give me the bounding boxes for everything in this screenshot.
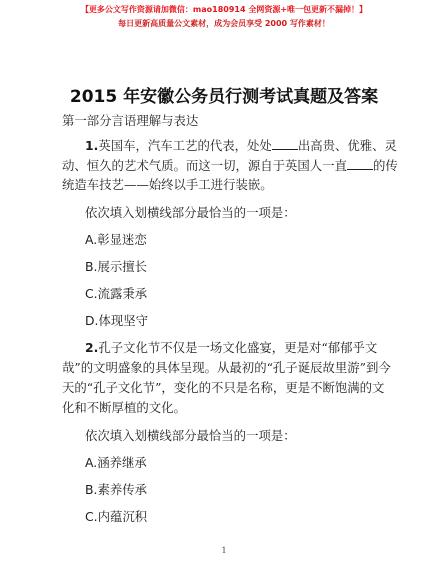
q1-option-b-text: 展示擅长 bbox=[97, 259, 148, 274]
q2-option-b bbox=[85, 482, 147, 498]
q1-option-d-text: 体现坚守 bbox=[98, 313, 149, 328]
q2-option-c bbox=[85, 509, 147, 525]
q1-option-a-letter: A. bbox=[85, 232, 98, 247]
document-title: 2015 年安徽公务员行测考试真题及答案 bbox=[69, 87, 379, 107]
q2-option-a-text: 涵养继承 bbox=[97, 455, 147, 470]
q1-text-2a: 动、恒久的艺术气质。而这一切，源自于英国人一直 bbox=[62, 158, 347, 173]
q1-text-2b: 的传 bbox=[372, 158, 398, 173]
q1-line-1 bbox=[85, 137, 397, 154]
q1-option-d bbox=[85, 313, 148, 329]
q2-line-2: 哉”的文明盛象的具体呈现。从最初的“孔子诞辰故里游”到今 bbox=[62, 360, 391, 375]
q1-number: 1. bbox=[85, 138, 99, 153]
q1-option-b-letter: B. bbox=[85, 259, 98, 274]
promo-banner-line-2: 每日更新高质量公文素材，成为会员享受 2000 写作素材！ bbox=[118, 19, 330, 28]
q1-prompt: 依次填入划横线部分最恰当的一项是： bbox=[85, 205, 296, 220]
q1-line-3: 统造车技艺——始终以手工进行装嵌。 bbox=[62, 177, 273, 192]
q1-option-d-letter: D. bbox=[85, 313, 99, 328]
q1-blank-1 bbox=[272, 137, 298, 150]
q2-option-b-text: 素养传承 bbox=[97, 482, 148, 497]
q2-prompt: 依次填入划横线部分最恰当的一项是： bbox=[85, 428, 296, 443]
promo-banner-line-1: 【更多公文写作资源请加微信：mao180914 全网资源+唯一包更新不漏掉！】 bbox=[80, 5, 368, 14]
q2-line-4: 化和不断厚植的文化。 bbox=[62, 400, 186, 415]
page-number: 1 bbox=[221, 546, 227, 555]
q1-option-c-letter: C. bbox=[85, 286, 98, 301]
q1-line-2 bbox=[62, 157, 398, 174]
q2-option-c-letter: C. bbox=[85, 509, 98, 524]
q2-text-1: 孔子文化节不仅是一场文化盛宴，更是对“郁郁乎文 bbox=[98, 340, 378, 355]
q2-line-3: 天的“孔子文化节”，变化的不只是名称，更是不断饱满的文 bbox=[62, 380, 385, 395]
section-heading: 第一部分言语理解与表达 bbox=[62, 113, 199, 128]
q2-line-1 bbox=[85, 340, 377, 356]
q2-option-a-letter: A. bbox=[85, 455, 98, 470]
q2-option-a bbox=[85, 455, 147, 471]
q2-option-b-letter: B. bbox=[85, 482, 98, 497]
q1-text-1b: 出高贵、优雅、灵 bbox=[297, 138, 397, 153]
q1-option-a bbox=[85, 232, 147, 248]
q1-option-c-text: 流露秉承 bbox=[97, 286, 148, 301]
q1-option-a-text: 彰显迷恋 bbox=[97, 232, 147, 247]
q1-blank-2 bbox=[347, 157, 373, 170]
q1-option-b bbox=[85, 259, 147, 275]
q1-option-c bbox=[85, 286, 147, 302]
q2-number: 2. bbox=[85, 340, 99, 355]
q2-option-c-text: 内蕴沉积 bbox=[97, 509, 148, 524]
q1-text-1a: 英国车，汽车工艺的代表，处处 bbox=[98, 138, 272, 153]
